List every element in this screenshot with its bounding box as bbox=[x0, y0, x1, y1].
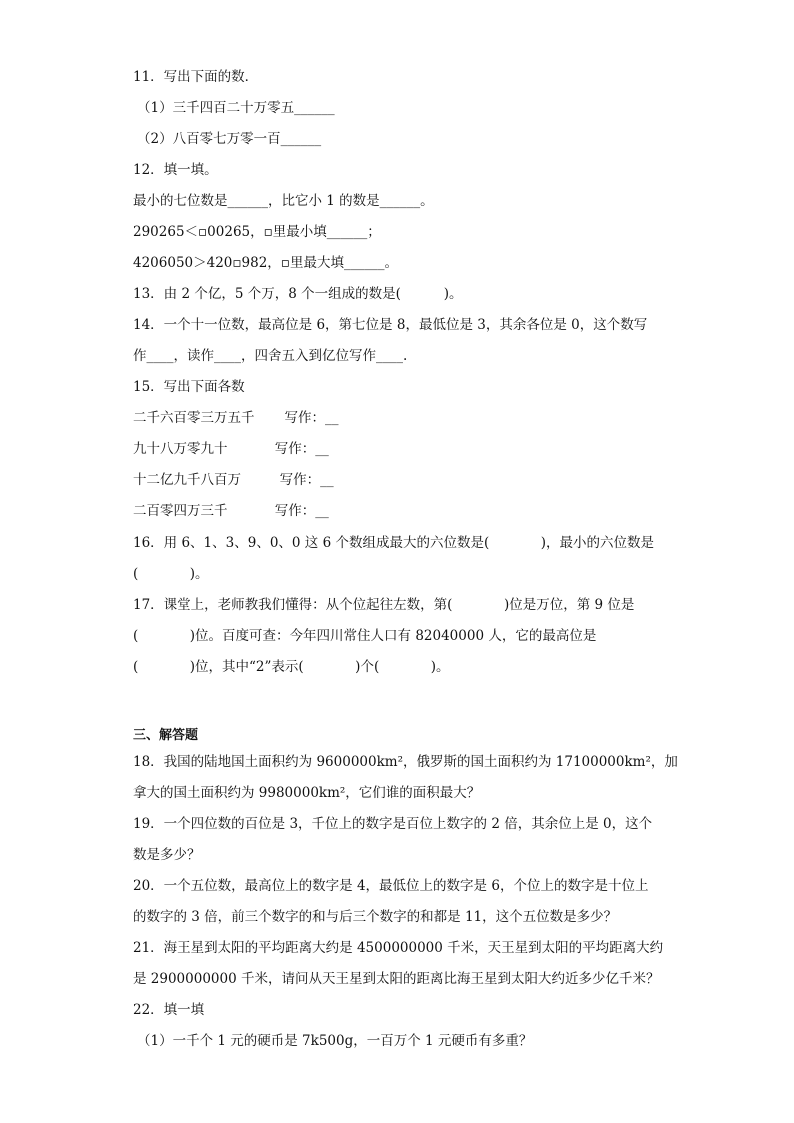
question-11: 11．写出下面的数． bbox=[133, 69, 259, 85]
question-12: 12．填一填。 bbox=[133, 162, 218, 178]
question-22: 22．填一填 bbox=[133, 1002, 205, 1018]
question-12-line-1: 最小的七位数是______，比它小 1 的数是______。 bbox=[133, 193, 434, 209]
question-13: 13．由 2 个亿，5 个万，8 个一组成的数是( )。 bbox=[133, 286, 463, 302]
question-18-cont: 拿大的国土面积约为 9980000km²，它们谁的面积最大？ bbox=[133, 785, 481, 801]
question-12-line-2: 290265＜▫00265，▫里最小填______； bbox=[133, 224, 381, 240]
section-heading-answer: 三、解答题 bbox=[133, 728, 199, 743]
question-11-part-1: （1）三千四百二十万零五______ bbox=[137, 100, 335, 116]
question-15: 15．写出下面各数 bbox=[133, 379, 245, 395]
question-20-cont: 的数字的 3 倍，前三个数字的和与后三个数字的和都是 11，这个五位数是多少？ bbox=[133, 909, 618, 925]
question-22-part-1: （1）一千个 1 元的硬币是 7k500g，一百万个 1 元硬币有多重？ bbox=[137, 1033, 533, 1049]
question-16: 16．用 6、1、3、9、0、0 这 6 个数组成最大的六位数是( )，最小的六位数是 bbox=[133, 535, 654, 551]
question-19-cont: 数是多少？ bbox=[133, 847, 201, 863]
question-20: 20．一个五位数，最高位上的数字是 4，最低位上的数字是 6，个位上的数字是十位上 bbox=[133, 878, 649, 894]
question-17-cont-2: ( )位，其中“2”表示( )个( )。 bbox=[133, 659, 450, 675]
question-15-item-4: 二百零四万三千 写作：__ bbox=[133, 503, 329, 519]
question-16-cont: ( )。 bbox=[133, 566, 209, 582]
question-19: 19．一个四位数的百位是 3，千位上的数字是百位上数字的 2 倍，其余位上是 0，这个 bbox=[133, 816, 653, 832]
question-15-item-3: 十二亿九千八百万 写作：__ bbox=[133, 472, 334, 488]
question-15-item-1: 二千六百零三万五千 写作：__ bbox=[133, 410, 339, 426]
question-12-line-3: 4206050＞420▫982，▫里最大填______。 bbox=[133, 255, 398, 271]
question-21: 21．海王星到太阳的平均距离大约是 4500000000 千米，天王星到太阳的平均距离大约 bbox=[133, 940, 664, 956]
question-11-part-2: （2）八百零七万零一百______ bbox=[137, 131, 322, 147]
question-21-cont: 是 2900000000 千米，请问从天王星到太阳的距离比海王星到太阳大约近多少亿千米？ bbox=[133, 971, 660, 987]
question-17: 17．课堂上，老师教我们懂得：从个位起往左数，第( )位是万位，第 9 位是 bbox=[133, 597, 635, 613]
question-17-cont-1: ( )位。百度可查：今年四川常住人口有 82040000 人，它的最高位是 bbox=[133, 628, 597, 644]
question-18: 18．我国的陆地国土面积约为 9600000km²，俄罗斯的国土面积约为 17100000km²，加 bbox=[133, 754, 678, 770]
question-14: 14．一个十一位数，最高位是 6，第七位是 8，最低位是 3，其余各位是 0，这个数写 bbox=[133, 317, 648, 333]
question-15-item-2: 九十八万零九十 写作：__ bbox=[133, 441, 329, 457]
question-14-cont: 作____，读作____，四舍五入到亿位写作____. bbox=[133, 348, 408, 364]
